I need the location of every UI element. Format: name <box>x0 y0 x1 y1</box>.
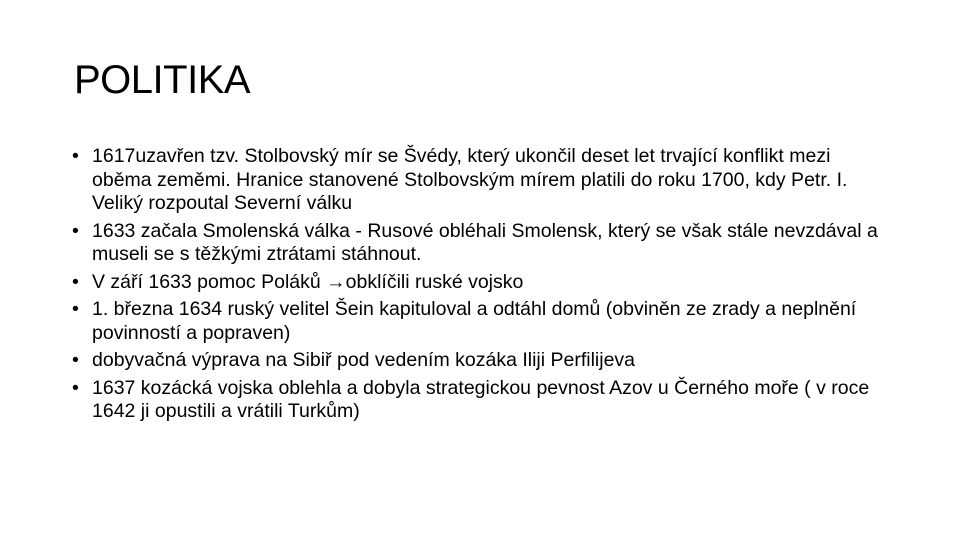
bullet-list <box>72 145 892 428</box>
bullet-item-1633-smolensk <box>72 220 892 267</box>
bullet-text: 1633 začala Smolenská válka - Rusové obléhali Smolensk, který se však stále nevzdával a museli se s těžkými ztrátami stáhnout. <box>92 219 878 265</box>
bullet-item-1634 <box>72 298 892 345</box>
bullet-item-1633-poland <box>72 271 892 295</box>
bullet-item-1637 <box>72 377 892 424</box>
bullet-item-1617 <box>72 145 892 216</box>
bullet-dot: • <box>72 376 79 399</box>
bullet-dot: • <box>72 219 79 242</box>
bullet-item-siberia <box>72 349 892 373</box>
bullet-dot: • <box>72 270 79 293</box>
bullet-text: 1. března 1634 ruský velitel Šein kapituloval a odtáhl domů (obviněn ze zrady a neplnění povinností a popraven) <box>92 298 857 344</box>
bullet-text: V září 1633 pomoc Poláků →obklíčili ruské vojsko <box>92 270 524 293</box>
bullet-dot: • <box>72 298 79 320</box>
bullet-dot: • <box>72 349 79 371</box>
bullet-text: 1617uzavřen tzv. Stolbovský mír se Švédy, který ukončil deset let trvající konflikt mezi oběma zeměmi. Hranice stanovené Stolbovským mírem platili do roku 1700, kdy Petr. I. Veliký rozpoutal Severní válku <box>92 145 848 214</box>
bullet-text: dobyvačná výprava na Sibiř pod vedením kozáka Iliji Perfilijeva <box>92 349 636 371</box>
bullet-text: 1637 kozácká vojska oblehla a dobyla strategickou pevnost Azov u Černého moře ( v roce 1642 ji opustili a vrátili Turkům) <box>92 376 870 422</box>
bullet-dot: • <box>72 145 79 167</box>
slide-title: POLITIKA <box>74 58 251 102</box>
